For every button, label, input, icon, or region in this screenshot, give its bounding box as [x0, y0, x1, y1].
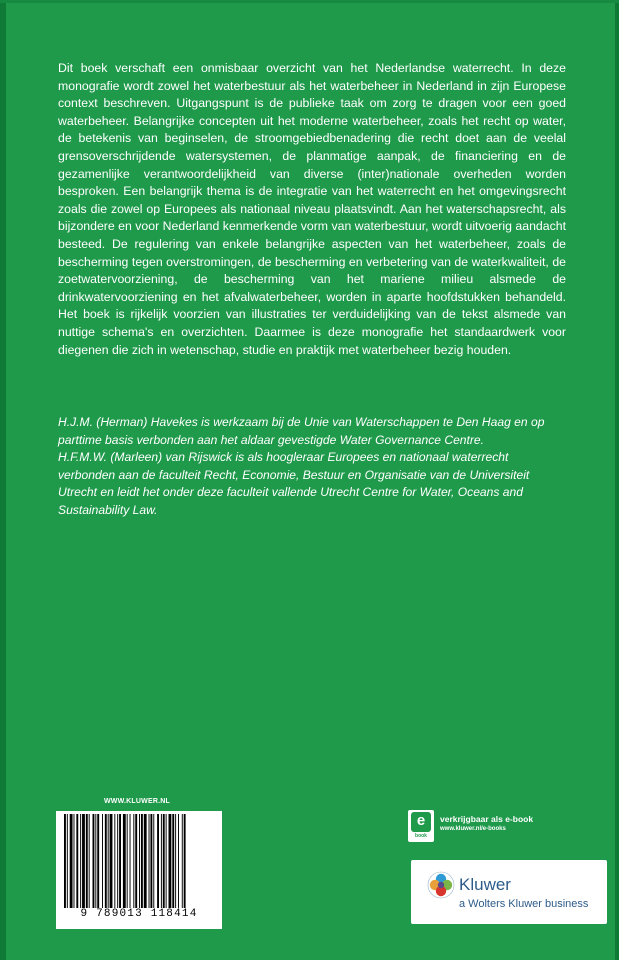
barcode-bar: [70, 814, 73, 908]
kluwer-logo-box: [411, 860, 607, 924]
publisher-name: Kluwer: [459, 875, 511, 894]
barcode-bar: [117, 814, 118, 908]
barcode-bar: [102, 814, 103, 908]
barcode-bar: [105, 814, 107, 908]
top-edge: [0, 0, 619, 3]
barcode-bar: [67, 814, 68, 908]
barcode-bars: [62, 814, 216, 908]
author-bio-havekes: H.J.M. (Herman) Havekes is werkzaam bij de Unie van Waterschappen te Den Haag en op parttime basis verbonden aan het aldaar gevestigde Water Governance Centre.: [58, 415, 545, 447]
barcode-bar: [163, 814, 165, 908]
barcode-bar: [64, 814, 66, 908]
barcode-bar: [133, 814, 134, 908]
barcode-bar: [108, 814, 109, 908]
barcode-bar: [114, 814, 115, 908]
barcode-bar: [169, 814, 172, 908]
barcode-bar: [86, 814, 88, 908]
author-bio-van-rijswick: H.F.M.W. (Marleen) van Rijswick is als hoogleraar Europees en nationaal waterrecht verbonden aan de faculteit Recht, Economie, Bestuur en Organisatie van de Universiteit Utrecht en leidt het onder deze faculteit vallende Utrecht Centre for Water, Oceans and Sustainability Law.: [58, 450, 530, 517]
barcode-bar: [123, 814, 126, 908]
ebook-url[interactable]: www.kluwer.nl/e-books: [440, 826, 506, 832]
barcode-bar: [178, 814, 179, 908]
isbn-number: 9 789013 118414: [56, 908, 222, 920]
ebook-icon-text: book: [415, 833, 427, 839]
barcode-bar: [119, 814, 121, 908]
barcode-bar: [144, 814, 147, 908]
barcode-bar: [89, 814, 90, 908]
barcode-bar: [80, 814, 81, 908]
barcode-bar: [182, 814, 183, 908]
barcode-bar: [139, 814, 140, 908]
barcode-bar: [93, 814, 95, 908]
barcode-bar: [175, 814, 176, 908]
barcode-bar: [150, 814, 152, 908]
barcode-bar: [172, 814, 174, 908]
barcode-bar: [135, 814, 137, 908]
barcode-bar: [157, 814, 159, 908]
publisher-website[interactable]: WWW.KLUWER.NL: [104, 798, 170, 805]
barcode-bar: [127, 814, 128, 908]
kluwer-logo-icon: [427, 871, 455, 899]
barcode-bar: [95, 814, 96, 908]
ebook-icon-letter: e: [411, 812, 431, 832]
publisher-tagline: a Wolters Kluwer business: [459, 898, 589, 910]
author-bios: [58, 414, 566, 520]
book-description: Dit boek verschaft een onmisbaar overzicht van het Nederlandse waterrecht. In deze monografie wordt zowel het waterbestuur als het waterbeheer in Nederland in zijn Europese context beschreven. Uitgangspunt is de publieke taak om zorg te dragen voor een goed waterbeheer. Belangrijke concepten uit het moderne waterbeheer, zoals het recht op water, de betekenis van beginselen, de stroomgebiedbenadering die recht doet aan de veelal grensoverschrijdende watersystemen, de planmatige aanpak, de financiering en de gezamenlijke verantwoordelijkheid van diverse (inter)nationale overheden worden besproken. Een belangrijk thema is de integratie van het waterrecht en het omgevingsrecht zoals die zowel op Europees als nationaal niveau plaatsvindt. Aan het waterschapsrecht, als bijzondere en voor Nederland kenmerkende vorm van waterbestuur, wordt uitvoerig aandacht besteed. De regulering van enkele belangrijke aspecten van het waterbeheer, zoals de bescherming tegen overstromingen, de bescherming en verbetering van de waterkwaliteit, de zoetwatervoorziening, de bescherming van het mariene milieu alsmede de drinkwatervoorziening en het afvalwaterbeheer, worden in aparte hoofdstukken behandeld. Het boek is rijkelijk voorzien van illustraties ter verduidelijking van de tekst alsmede van nuttige schema's en overzichten. Daarmee is deze monografie het standaardwerk voor diegenen die zich in wetenschap, studie en praktijk met waterbeheer bezig houden.: [58, 61, 566, 357]
barcode-bar: [82, 814, 85, 908]
barcode-bar: [149, 814, 150, 908]
barcode-bar: [97, 814, 99, 908]
barcode-bar: [130, 814, 131, 908]
barcode-bar: [153, 814, 154, 908]
barcode-bar: [110, 814, 113, 908]
right-edge: [615, 0, 619, 960]
barcode-bar: [141, 814, 143, 908]
barcode-bar: [184, 814, 186, 908]
left-edge: [0, 0, 6, 960]
barcode-bar: [166, 814, 167, 908]
ebook-icon: [408, 810, 434, 842]
isbn-barcode: [56, 811, 222, 929]
ebook-label: verkrijgbaar als e-book: [440, 814, 534, 824]
barcode-bar: [76, 814, 78, 908]
barcode-bar: [161, 814, 162, 908]
barcode-bar: [74, 814, 75, 908]
